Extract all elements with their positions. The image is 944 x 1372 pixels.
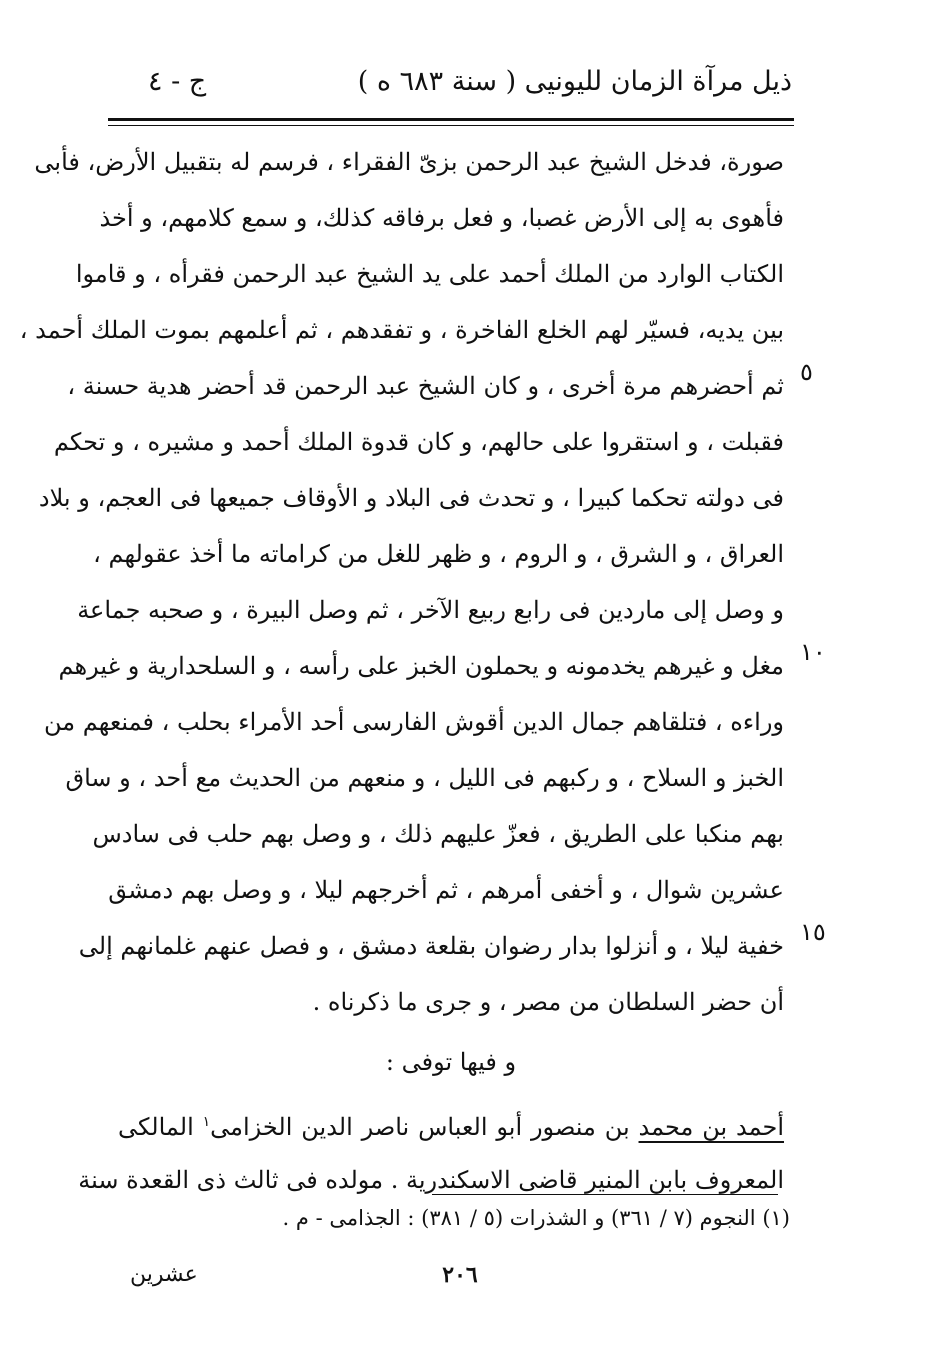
section-heading: و فيها توفى :: [385, 1048, 517, 1076]
page-header: [112, 62, 792, 112]
text-line: بين يديه، فسيّر لهم الخلع الفاخرة ، و تفقدهم ، ثم أعلمهم بموت الملك أحمد ،: [19, 316, 784, 344]
entry-text-end: المالكى: [118, 1113, 203, 1141]
text-line: أن حضر السلطان من مصر ، و جرى ما ذكرناه .: [312, 988, 784, 1016]
text-line: مغل و غيرهم يخدمونه و يحملون الخبز على رأسه ، و السلحدارية و غيرهم: [58, 652, 784, 680]
catchword: عشرين: [130, 1262, 198, 1287]
entry-line-2: المعروف بابن المنير قاضى الاسكندرية . مولده فى ثالث ذى القعدة سنة: [78, 1166, 784, 1194]
text-line: خفية ليلا ، و أنزلوا بدار رضوان بقلعة دمشق ، و فصل عنهم غلمانهم إلى: [78, 932, 784, 960]
footnote-marker: ١: [202, 1114, 211, 1130]
text-line: الكتاب الوارد من الملك أحمد على يد الشيخ عبد الرحمن فقرأه ، و قاموا: [75, 260, 784, 288]
volume-label: ج - ٤: [148, 66, 207, 97]
line-number-10: ١٠: [800, 638, 826, 666]
text-line: صورة، فدخل الشيخ عبد الرحمن بزىّ الفقراء ، فرسم له بتقبيل الأرض، فأبى: [34, 148, 784, 176]
header-rule-thick: [108, 118, 794, 121]
text-line: فأهوى به إلى الأرض غصبا، و فعل برفاقه كذلك، و سمع كلامهم، و أخذ: [99, 204, 784, 232]
text-line: فقبلت ، و استقروا على حالهم، و كان قدوة الملك أحمد و مشيره ، و تحكم: [53, 428, 784, 456]
line-number-5: ٥: [800, 358, 813, 386]
text-line: فى دولته تحكما كبيرا ، و تحدث فى البلاد و الأوقاف جميعها فى العجم، و بلاد: [38, 484, 784, 512]
line-number-15: ١٥: [800, 918, 826, 946]
text-line: و وصل إلى ماردين فى رابع ربيع الآخر ، ثم وصل البيرة ، و صحبه جماعة: [77, 596, 784, 624]
text-line: وراءه ، فتلقاهم جمال الدين أقوش الفارسى أحد الأمراء بحلب ، فمنعهم من: [44, 708, 784, 736]
entry-line-1: [118, 1094, 784, 1150]
page-number: ٢٠٦: [442, 1262, 478, 1288]
entry-name: أحمد بن محمد: [638, 1113, 784, 1141]
text-line: العراق ، و الشرق ، و الروم ، و ظهر للغل من كراماته ما أخذ عقولهم ،: [93, 540, 784, 568]
footnote: (١) النجوم (٧ / ٣٦١) و الشذرات (٥ / ٣٨١) : الجذامى - م .: [282, 1206, 790, 1230]
text-line: ثم أحضرهم مرة أخرى ، و كان الشيخ عبد الرحمن قد أحضر هدية حسنة ،: [67, 372, 784, 400]
text-line: الخبز و السلاح ، و ركبهم فى الليل ، و منعهم من الحديث مع أحد ، و ساق: [65, 764, 784, 792]
running-title: ذيل مرآة الزمان لليونيى ( سنة ٦٨٣ ه ): [357, 66, 792, 97]
header-rule-thin: [108, 125, 794, 126]
footnote-rule: [432, 1194, 778, 1195]
text-line: بهم منكبا على الطريق ، فعزّ عليهم ذلك ، و وصل بهم حلب فى سادس: [92, 820, 784, 848]
text-line: عشرين شوال ، و أخفى أمرهم ، ثم أخرجهم ليلا ، و وصل بهم دمشق: [108, 876, 784, 904]
entry-text: بن منصور أبو العباس ناصر الدين الخزامى: [210, 1113, 639, 1141]
